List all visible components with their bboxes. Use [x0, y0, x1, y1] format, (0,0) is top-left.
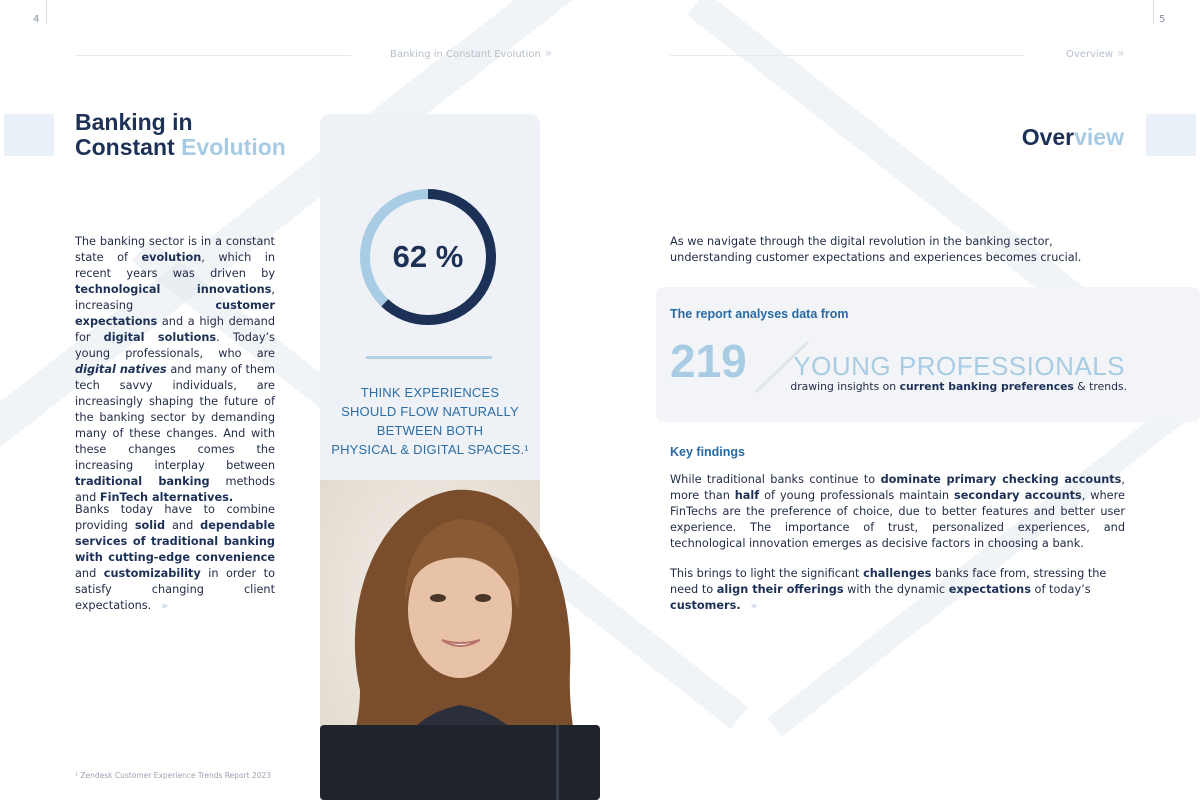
running-head-rule — [75, 55, 351, 56]
percent-label: 62 % — [392, 239, 464, 274]
caption-line: BETWEEN BOTH — [376, 423, 484, 438]
page-title-right — [1022, 124, 1124, 151]
caption-line: PHYSICAL & DIGITAL SPACES.¹ — [331, 442, 529, 457]
title-line-2-dark: Constant — [75, 134, 175, 160]
caption-line: THINK EXPERIENCES — [360, 385, 500, 400]
double-chevron-right-icon: » — [161, 599, 168, 612]
page-edge-line — [1153, 0, 1154, 24]
decorative-square — [1146, 114, 1196, 156]
page-edge-line — [46, 0, 47, 24]
key-findings-paragraph: While traditional banks continue to dominate primary checking accounts, more than half of young professionals maintain secondary accounts, where FinTechs are the preference of choice, due to better features and better user experience. The importance of trust, personalized experiences, and technological innovation emerges as decisive factors in choosing a bank. — [670, 473, 1125, 550]
stat-box-subtext — [790, 380, 1127, 393]
title-line-2-light: Evolution — [181, 134, 286, 160]
key-findings-paragraph: This brings to light the significant challenges banks face from, stressing the need to align their offerings with the dynamic expectations of today’s customers. » — [670, 567, 1107, 612]
title-line-1: Banking in — [75, 109, 193, 135]
running-head-left-label: Banking in Constant Evolution — [390, 49, 541, 60]
body-paragraph: The banking sector is in a constant state of evolution, which in recent years was driven by technological innovations, increasing customer expectations and a high demand for digital solutions. Today’s young professionals, who are digital natives and many of them tech savvy individuals, are increasingly shaping the future of the banking sector by demanding many of these changes. And with these changes comes the increasing interplay between traditional banking methods and FinTech alternatives. — [75, 235, 276, 504]
subtext-pre: drawing insights on — [790, 380, 900, 393]
title-dark-part: Over — [1021, 124, 1075, 150]
footnote: ¹ Zendesk Customer Experience Trends Report 2023 — [75, 771, 272, 780]
double-chevron-right-icon: » — [750, 599, 758, 612]
running-head-rule — [670, 55, 1025, 56]
running-head-left — [390, 46, 552, 60]
page-number-right: 5 — [1159, 14, 1166, 25]
body-paragraph: Banks today have to combine providing solid and dependable services of traditional banking with cutting-edge convenience and customizability in order to satisfy changing client expectations. » — [75, 503, 275, 612]
title-light-part: view — [1074, 124, 1124, 150]
double-chevron-right-icon: » — [544, 46, 553, 60]
decorative-square — [4, 114, 54, 156]
respondent-label: YOUNG PROFESSIONALS — [793, 351, 1125, 381]
running-head-right-label: Overview — [1066, 49, 1114, 60]
running-head-right — [1066, 46, 1124, 60]
panel-divider — [366, 356, 492, 359]
page-title-left — [75, 110, 286, 160]
subtext-bold: current banking preferences — [899, 380, 1074, 393]
double-chevron-right-icon: » — [1117, 46, 1125, 60]
caption-line: SHOULD FLOW NATURALLY — [341, 404, 519, 419]
intro-paragraph: As we navigate through the digital revolution in the banking sector, understanding customer expectations and experiences becomes crucial. — [670, 235, 1082, 264]
woman-at-computer-photo — [320, 480, 600, 800]
respondent-count: 219 — [670, 335, 747, 387]
key-findings-heading: Key findings — [670, 445, 746, 459]
panel-caption — [320, 383, 540, 459]
stat-box-heading: The report analyses data from — [670, 307, 849, 321]
page-number-left: 4 — [33, 14, 40, 25]
subtext-post: & trends. — [1073, 380, 1127, 393]
